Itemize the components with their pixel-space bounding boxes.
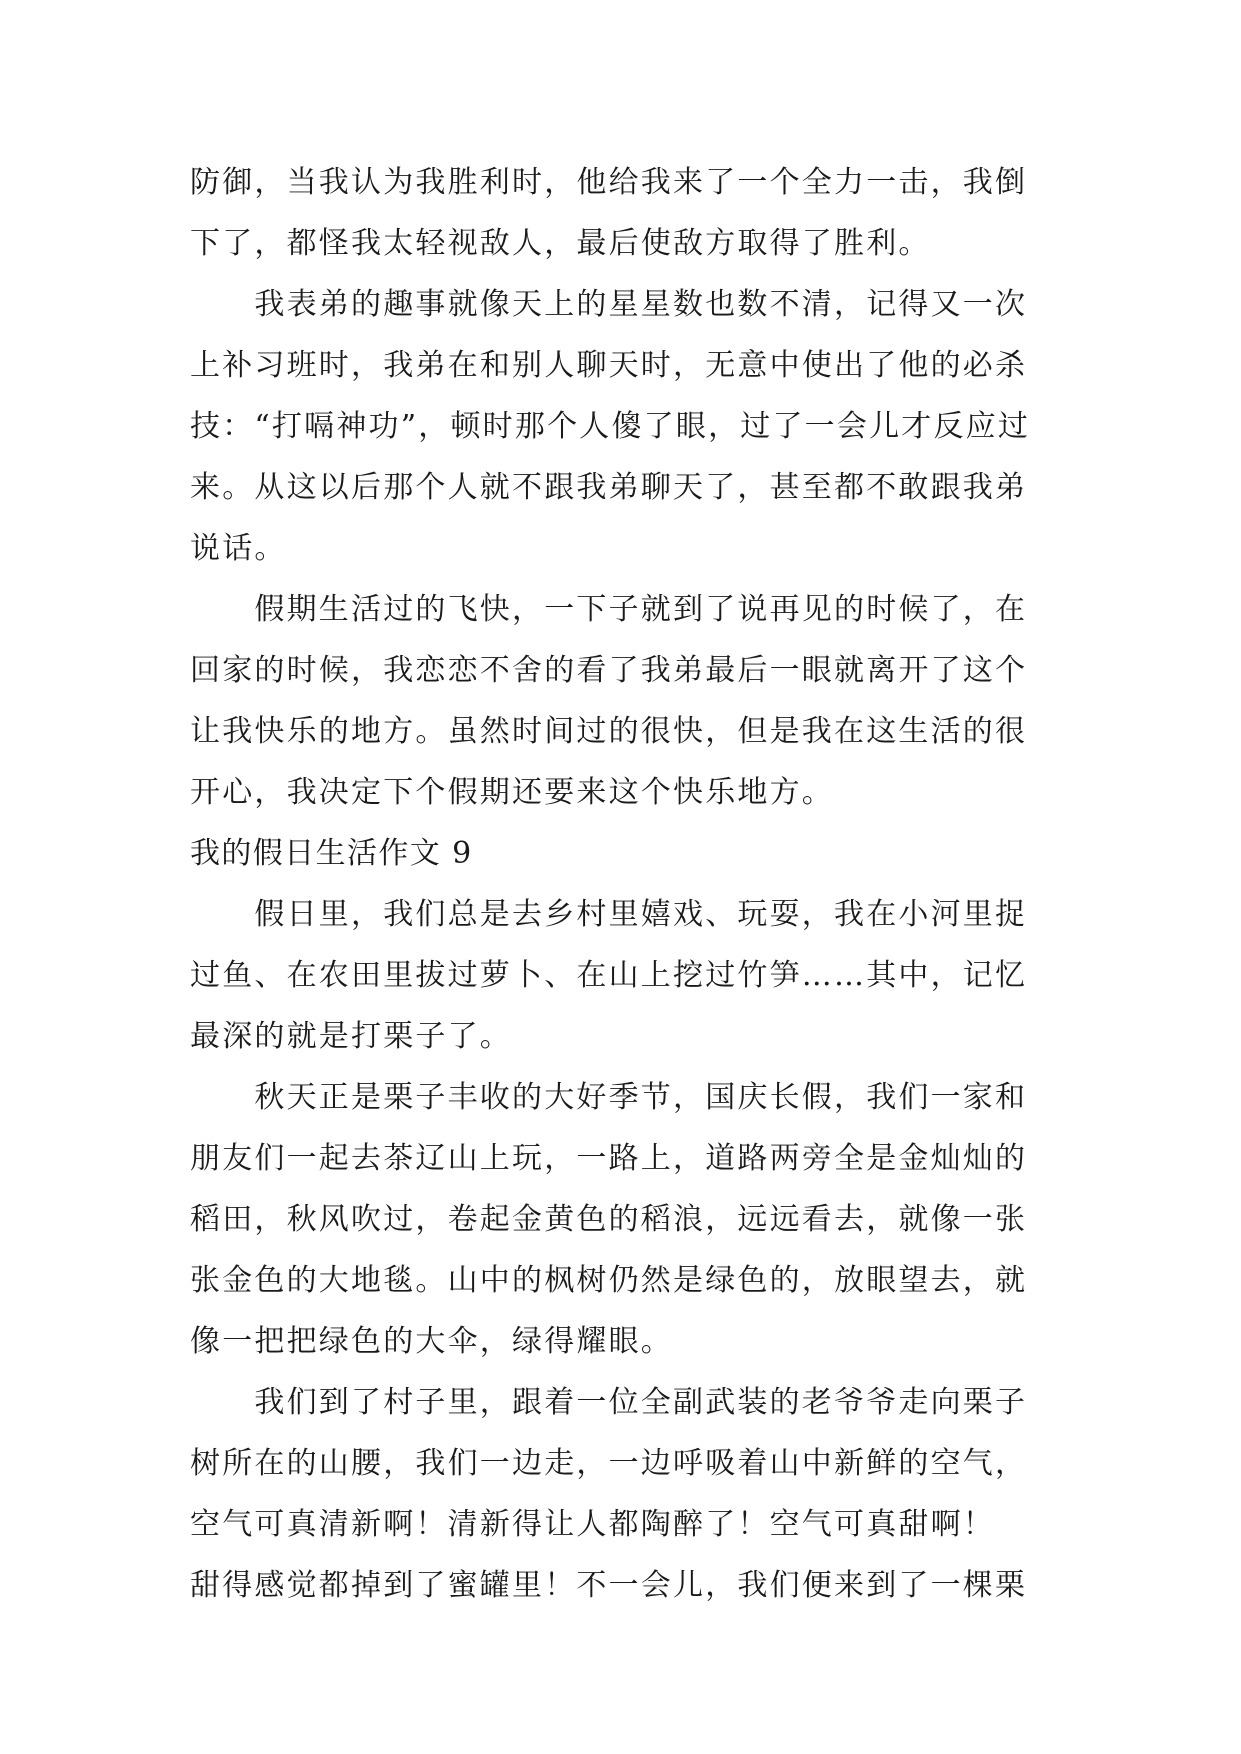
paragraph xyxy=(190,884,1050,1067)
text-line: 开心，我决定下个假期还要来这个快乐地方。 xyxy=(190,775,834,810)
text-line: 下了，都怪我太轻视敌人，最后使敌方取得了胜利。 xyxy=(190,226,931,261)
text-line: 甜得感觉都掉到了蜜罐里！不一会儿，我们便来到了一棵栗 xyxy=(190,1568,1028,1603)
text-line: 朋友们一起去茶辽山上玩，一路上，道路两旁全是金灿灿的 xyxy=(190,1141,1028,1176)
text-line: 秋天正是栗子丰收的大好季节，国庆长假，我们一家和 xyxy=(190,1080,1028,1115)
paragraph xyxy=(190,152,1050,274)
paragraph xyxy=(190,1067,1050,1372)
text-line: 回家的时候，我恋恋不舍的看了我弟最后一眼就离开了这个 xyxy=(190,653,1028,688)
text-line: 空气可真清新啊！清新得让人都陶醉了！空气可真甜啊！ xyxy=(190,1507,995,1542)
text-line: 上补习班时，我弟在和别人聊天时，无意中使出了他的必杀 xyxy=(190,348,1028,383)
text-line: 技：“打嗝神功”，顿时那个人傻了眼，过了一会儿才反应过 xyxy=(190,409,1031,444)
heading-text: 我的假日生活作文 9 xyxy=(190,836,473,871)
text-line: 来。从这以后那个人就不跟我弟聊天了，甚至都不敢跟我弟 xyxy=(190,470,1028,505)
text-line: 过鱼、在农田里拔过萝卜、在山上挖过竹笋……其中，记忆 xyxy=(190,958,1028,993)
text-line: 让我快乐的地方。虽然时间过的很快，但是我在这生活的很 xyxy=(190,714,1028,749)
document-body xyxy=(190,152,1050,1616)
text-line: 张金色的大地毯。山中的枫树仍然是绿色的，放眼望去，就 xyxy=(190,1263,1028,1298)
text-line: 像一把把绿色的大伞，绿得耀眼。 xyxy=(190,1324,673,1359)
paragraph xyxy=(190,579,1050,823)
text-line: 我表弟的趣事就像天上的星星数也数不清，记得又一次 xyxy=(190,287,1028,322)
section-heading xyxy=(190,823,1050,884)
text-line: 最深的就是打栗子了。 xyxy=(190,1019,512,1054)
paragraph xyxy=(190,1372,1050,1616)
text-line: 我们到了村子里，跟着一位全副武装的老爷爷走向栗子 xyxy=(190,1385,1028,1420)
text-line: 假日里，我们总是去乡村里嬉戏、玩耍，我在小河里捉 xyxy=(190,897,1028,932)
text-line: 防御，当我认为我胜利时，他给我来了一个全力一击，我倒 xyxy=(190,165,1028,200)
text-line: 稻田，秋风吹过，卷起金黄色的稻浪，远远看去，就像一张 xyxy=(190,1202,1028,1237)
text-line: 树所在的山腰，我们一边走，一边呼吸着山中新鲜的空气， xyxy=(190,1446,1028,1481)
paragraph xyxy=(190,274,1050,579)
text-line: 说话。 xyxy=(190,531,287,566)
text-line: 假期生活过的飞快，一下子就到了说再见的时候了，在 xyxy=(190,592,1028,627)
